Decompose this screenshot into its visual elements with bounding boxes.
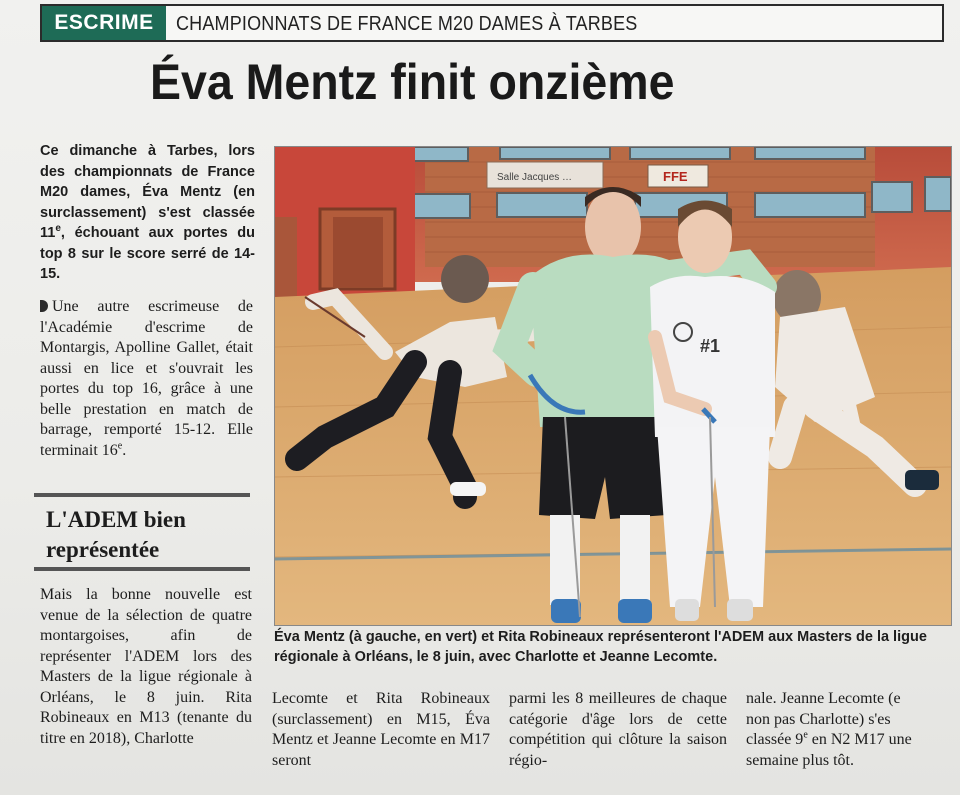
lead-paragraph bbox=[40, 141, 255, 285]
lead-text-2: , échouant aux portes du top 8 sur le score serré de 14-15. bbox=[40, 225, 255, 282]
column6-line-2: non pas Charlotte) s'es bbox=[746, 710, 891, 728]
paragraph-marker-icon bbox=[40, 300, 48, 312]
paragraph-selection: Mais la bonne nouvelle est venue de la sélection de quatre montargoises, afin de représenter l'ADEM lors des Masters de la ligue régionale à Orléans, le 8 juin. Rita Robineaux en M13 (tenante du titre en 2018), Charlotte bbox=[40, 586, 252, 747]
photo-banner-ffe: FFE bbox=[663, 169, 688, 184]
column6-line-3a: classée 9 bbox=[746, 731, 804, 748]
lead-sup: e bbox=[55, 223, 61, 235]
paragraph-gallet bbox=[40, 297, 253, 461]
column6-line-1: nale. Jeanne Lecomte (e bbox=[746, 690, 901, 707]
subhead-rule-bottom bbox=[34, 567, 250, 571]
paragraph2-sup: e bbox=[117, 440, 123, 452]
section-header bbox=[40, 4, 944, 42]
lead-text-1: Ce dimanche à Tarbes, lors des championnats de France M20 dames, Éva Mentz (en surclassement) s'est classée 11 bbox=[40, 143, 255, 241]
subhead-rule-top bbox=[34, 493, 250, 497]
photo-banner-left: Salle Jacques … bbox=[497, 172, 573, 183]
article-column-4: Lecomte et Rita Robineaux (surclassement) en M15, Éva Mentz et Jeanne Lecomte en M17 seront bbox=[272, 690, 490, 769]
column6-line-4: semaine plus tôt. bbox=[746, 751, 854, 769]
article-headline: Éva Mentz finit onzième bbox=[150, 54, 675, 110]
shirt-text: #1 bbox=[700, 336, 721, 356]
article-column-6 bbox=[746, 689, 960, 771]
fencing-photo-illustration bbox=[275, 147, 951, 625]
section-subtitle: CHAMPIONNATS DE FRANCE M20 DAMES À TARBES bbox=[176, 13, 638, 35]
photo-caption: Éva Mentz (à gauche, en vert) et Rita Robineaux représenteront l'ADEM aux Masters de la ligue régionale à Orléans, le 8 juin, avec Charlotte et Jeanne Lecomte. bbox=[274, 629, 927, 665]
column6-sup: e bbox=[803, 729, 808, 741]
article-photo bbox=[274, 146, 952, 626]
subhead: L'ADEM bien représentée bbox=[46, 507, 186, 562]
article-column-5: parmi les 8 meilleures de chaque catégorie d'âge lors de cette compétition qui clôture la saison régio- bbox=[509, 690, 727, 769]
column6-line-3b: en N2 M17 une bbox=[807, 731, 912, 748]
paragraph2-text-1: Une autre escrimeuse de l'Académie d'escrime de Montargis, Apolline Gallet, était aussi en lice et s'ouvrait les portes du top 16, grâce à une belle prestation en match de barrage, remporté 15-12. Elle terminait 16 bbox=[40, 298, 253, 459]
section-tag: ESCRIME bbox=[42, 6, 166, 40]
paragraph2-text-2: . bbox=[122, 441, 127, 459]
